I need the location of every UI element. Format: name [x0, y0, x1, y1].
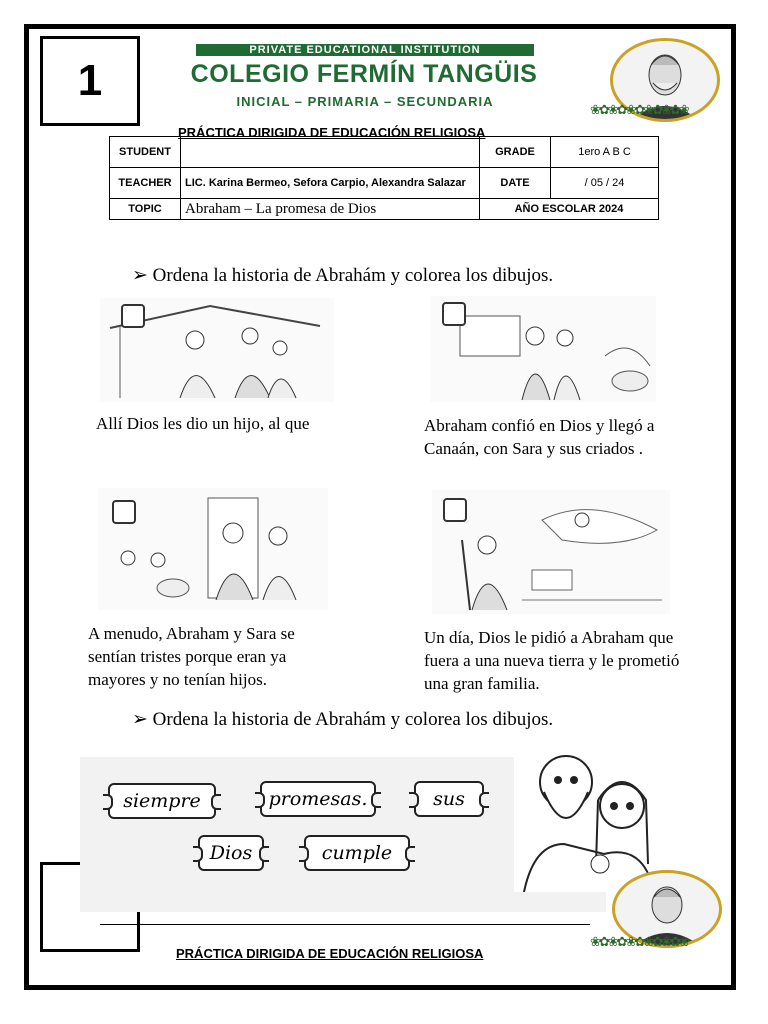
teacher-label: TEACHER [110, 168, 181, 199]
word-piece-sus[interactable]: sus [414, 781, 484, 817]
order-box-2[interactable] [442, 302, 466, 326]
page-number-box [40, 36, 140, 126]
date-label: DATE [480, 168, 551, 199]
caption-bottom-right: Un día, Dios le pidió a Abraham que fuera a una nueva tierra y le prometió una gran familia. [424, 628, 680, 693]
student-field[interactable] [181, 137, 480, 168]
school-year: AÑO ESCOLAR 2024 [480, 199, 659, 220]
student-info-table [109, 136, 659, 220]
order-box-1[interactable] [121, 304, 145, 328]
topic-label: TOPIC [110, 199, 181, 220]
instruction-2: ➢ Ordena la historia de Abrahám y colorea los dibujos. [132, 709, 554, 730]
leaf-garland-icon: ❀✿❀✿❀✿❀✿❀✿❀ [590, 102, 688, 117]
word-piece-cumple[interactable]: cumple [304, 835, 410, 871]
grade-label: GRADE [480, 137, 551, 168]
story-image-calling [432, 490, 670, 614]
leaf-garland-icon-2: ❀✿❀✿❀✿❀✿❀✿❀ [590, 934, 688, 949]
institution-banner: PRIVATE EDUCATIONAL INSTITUTION [196, 44, 534, 56]
grade-value: 1ero A B C [551, 137, 659, 168]
school-name: COLEGIO FERMÍN TANGÜIS [190, 60, 538, 88]
page-number: 1 [77, 56, 103, 105]
order-box-3[interactable] [112, 500, 136, 524]
abraham-sara-illustration [514, 734, 662, 892]
caption-bottom-left: A menudo, Abraham y Sara se sentían tristes porque eran ya mayores y no tenían hijos. [88, 624, 295, 689]
write-line[interactable] [100, 924, 590, 925]
caption-top-right: Abraham confió en Dios y llegó a Canaán, con Sara y sus criados . [424, 416, 655, 458]
instruction-1: ➢ Ordena la historia de Abrahám y colorea los dibujos. [132, 265, 554, 286]
student-label: STUDENT [110, 137, 181, 168]
date-value: / 05 / 24 [551, 168, 659, 199]
teacher-value: LIC. Karina Bermeo, Sefora Carpio, Alexandra Salazar [181, 168, 480, 199]
footer-title: PRÁCTICA DIRIGIDA DE EDUCACIÓN RELIGIOSA [176, 946, 484, 961]
word-piece-promesas[interactable]: promesas. [260, 781, 376, 817]
order-box-4[interactable] [443, 498, 467, 522]
word-piece-siempre[interactable]: siempre [108, 783, 216, 819]
school-levels: INICIAL – PRIMARIA – SECUNDARIA [236, 94, 494, 109]
word-piece-dios[interactable]: Dios [198, 835, 264, 871]
worksheet-title: PRÁCTICA DIRIGIDA DE EDUCACIÓN RELIGIOSA [178, 125, 486, 140]
caption-top-left: Allí Dios les dio un hijo, al que [96, 414, 310, 433]
topic-value: Abraham – La promesa de Dios [181, 199, 480, 220]
